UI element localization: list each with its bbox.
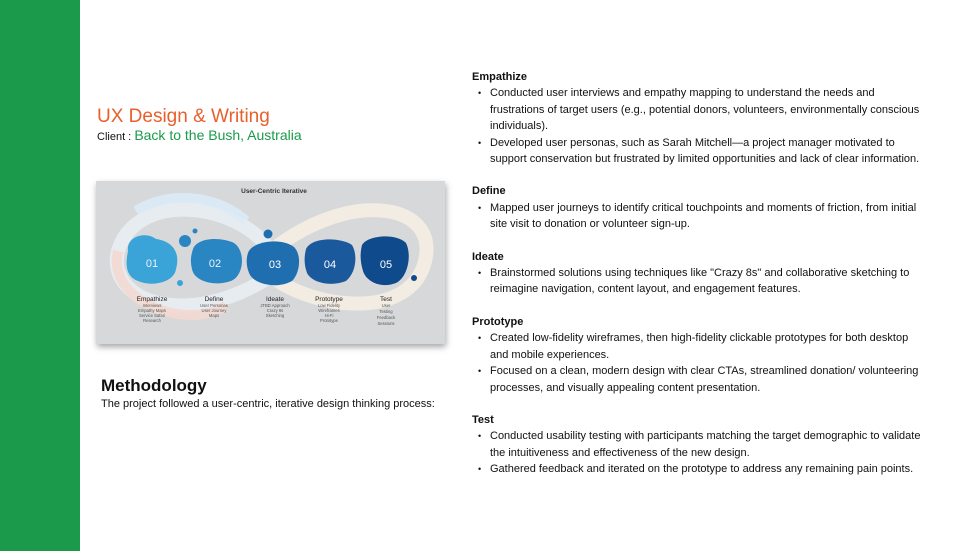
diagram-title: User-Centric Iterative (241, 188, 307, 195)
bullet-list (472, 200, 922, 233)
section-empathize (472, 69, 922, 167)
stage-detail: User (381, 303, 391, 308)
client-prefix: Client : (97, 131, 132, 143)
section-heading: Test (472, 413, 494, 426)
dot-3 (177, 280, 183, 286)
section-heading: Define (472, 185, 506, 198)
section-heading: Prototype (472, 315, 524, 328)
stage-number-2: 02 (208, 258, 222, 270)
dot-4 (264, 230, 273, 239)
section-define (472, 183, 922, 232)
bullet-item: • Focused on a clean, modern design with clear CTAs, streamlined donation/ volunteering processes, and visually appealing content presentation. (472, 363, 922, 396)
stage-detail: JTBD Approach (260, 303, 290, 308)
stage-detail: User Personas (200, 303, 228, 308)
stage-detail: User Journey (201, 308, 227, 313)
client-line (97, 127, 302, 143)
bullet-list (472, 330, 922, 396)
dot-5 (411, 275, 417, 281)
bullet-list (472, 428, 922, 477)
stage-detail: Empathy Maps (138, 308, 166, 313)
bullet-item: • Developed user personas, such as Sarah Mitchell—a project manager motivated to support conservation but frustrated by limited opportunities and lack of clear information. (472, 135, 922, 168)
dot-2 (193, 229, 198, 234)
bullet-item: • Created low-fidelity wireframes, then high-fidelity clickable prototypes for both desktop and mobile experiences. (472, 330, 922, 363)
stage-number-4: 04 (323, 259, 337, 271)
stage-detail: Feedback (376, 315, 396, 320)
stage-detail: Testing (379, 309, 393, 314)
bullet-item: • Gathered feedback and iterated on the prototype to address any remaining pain points. (472, 461, 922, 477)
stage-name-5: Test (380, 296, 392, 303)
stage-detail: Crazy 8s (266, 308, 284, 313)
stage-detail: Interviews (142, 303, 162, 308)
bullet-item: • Conducted usability testing with participants matching the target demographic to validate the intuitiveness and effectiveness of the new design. (472, 428, 922, 461)
methodology-text: The project followed a user-centric, iterative design thinking process: (101, 398, 435, 410)
section-heading: Empathize (472, 71, 528, 83)
stage-name-2: Define (204, 296, 224, 303)
bullet-list (472, 85, 922, 167)
stage-name-3: Ideate (265, 296, 285, 303)
stage-detail: Wireframes (318, 308, 340, 313)
stage-number-3: 03 (268, 259, 282, 271)
process-diagram (96, 181, 445, 344)
stage-detail: Low Fidelity (317, 303, 341, 308)
process-diagram-svg (96, 181, 445, 344)
bullet-item: • Mapped user journeys to identify critical touchpoints and moments of friction, from initial site visit to donation or volunteer sign-up. (472, 200, 922, 233)
stage-detail: Research (143, 318, 161, 323)
stage-detail: Prototype (320, 318, 338, 323)
section-ideate (472, 249, 922, 298)
bullet-item: • Conducted user interviews and empathy mapping to understand the needs and frustrations of target users (e.g., potential donors, volunteers, environmentally conscious individuals). (472, 85, 922, 134)
stage-detail: Service Safari (138, 313, 166, 318)
stage-name-1: Empathize (136, 296, 168, 303)
bullet-list (472, 265, 922, 298)
section-prototype (472, 314, 922, 396)
client-name: Back to the Bush, Australia (134, 127, 302, 143)
stage-detail: Hi-Fi (324, 313, 334, 318)
green-sidebar (0, 0, 80, 551)
stage-number-1: 01 (145, 258, 159, 270)
section-heading: Ideate (472, 250, 504, 263)
methodology-title: Methodology (101, 376, 207, 395)
section-test (472, 412, 922, 478)
stage-name-4: Prototype (315, 296, 343, 303)
page-title: UX Design & Writing (97, 106, 270, 127)
dot-1 (179, 235, 191, 247)
stage-detail: Sketching (265, 313, 285, 318)
stage-detail: Sessions (377, 321, 395, 326)
process-details (472, 69, 922, 494)
bullet-item: • Brainstormed solutions using techniques like "Crazy 8s" and collaborative sketching to reimagine navigation, content layout, and engagement features. (472, 265, 922, 298)
stage-detail: Maps (208, 313, 220, 318)
stage-number-5: 05 (379, 259, 393, 271)
